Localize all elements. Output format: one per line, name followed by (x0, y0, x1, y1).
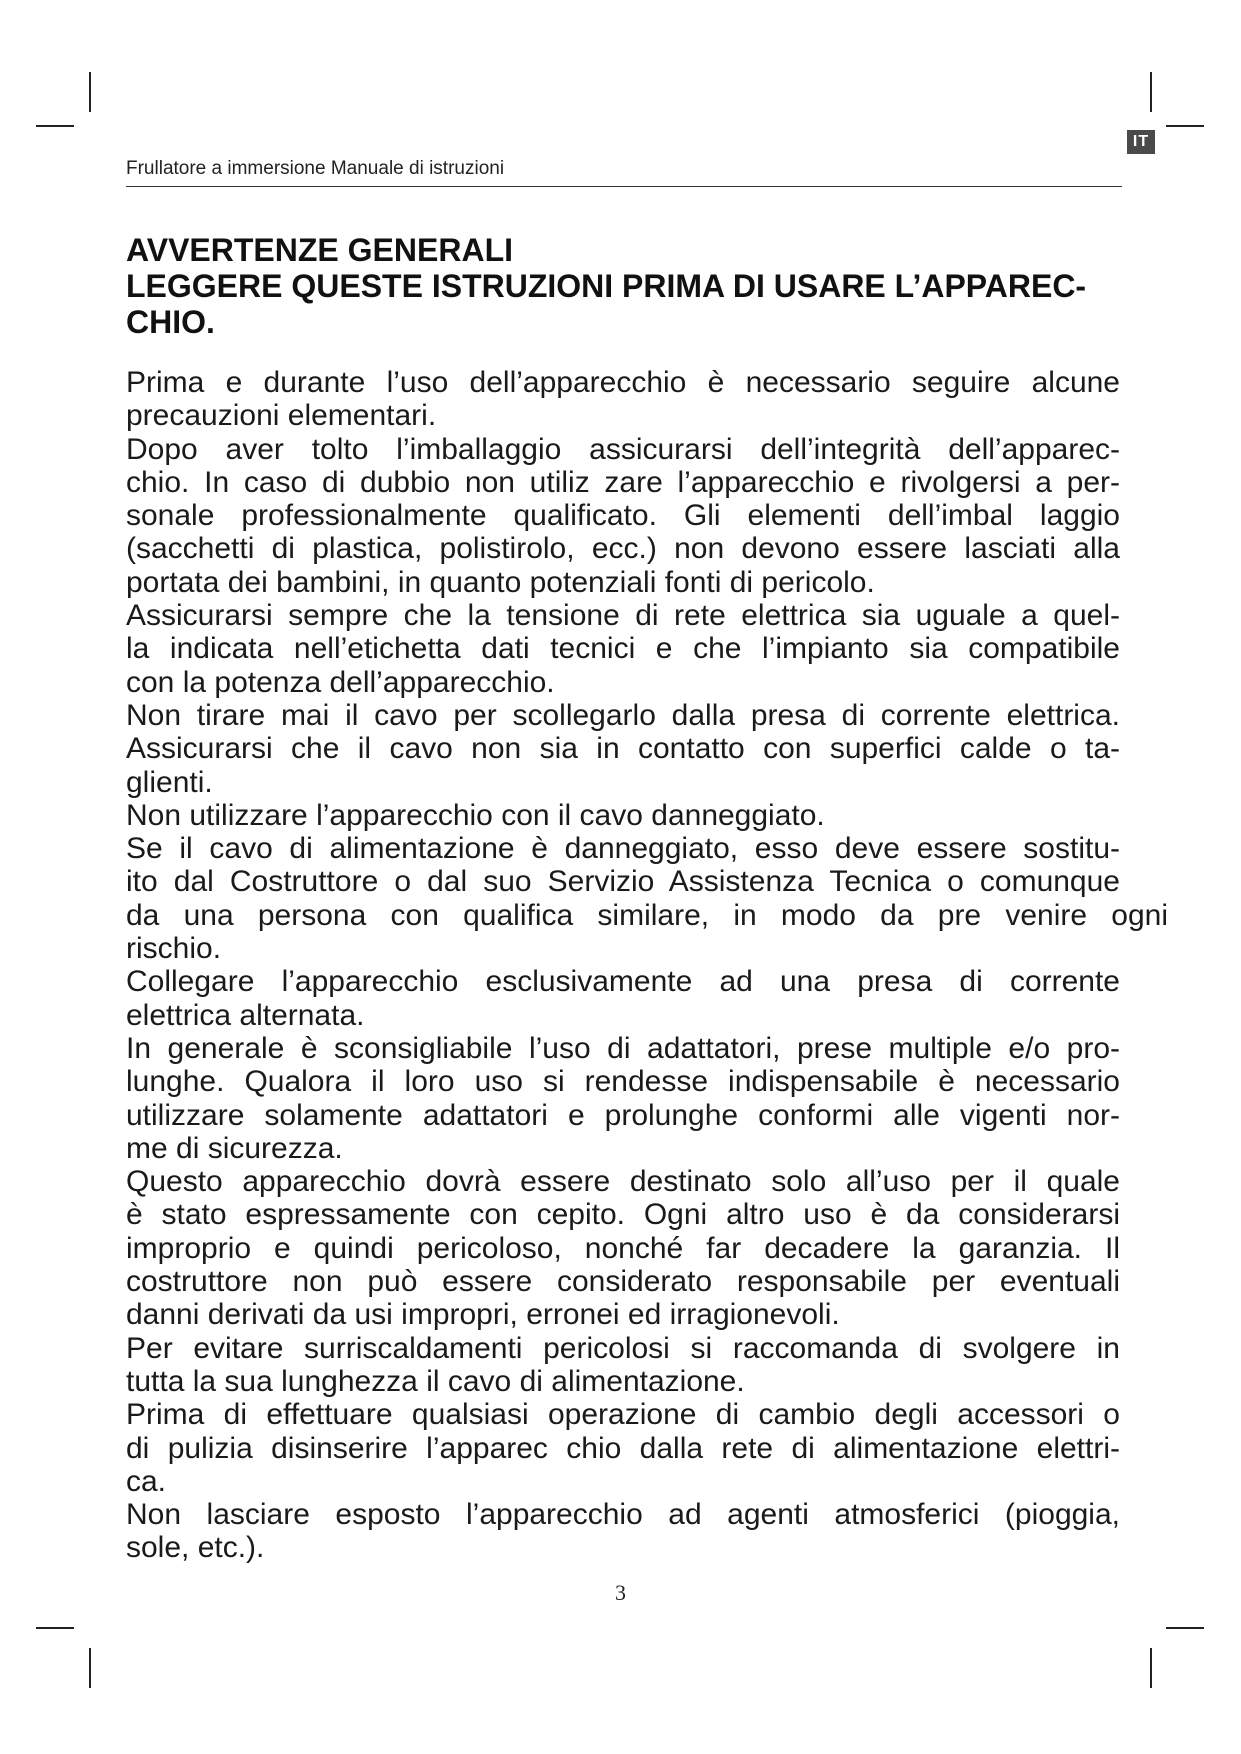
page-number: 3 (615, 1580, 626, 1605)
crop-mark-bottom-left-horizontal (36, 1627, 74, 1629)
body-line: è stato espressamente con cepito. Ogni altro uso è da considerarsi (126, 1198, 1120, 1232)
body-line: ca. (126, 1464, 167, 1498)
crop-mark-bottom-left-vertical (89, 1648, 91, 1688)
body-line: In generale è sconsigliabile l’uso di adattatori, prese multiple e/o pro- (126, 1031, 1120, 1065)
body-line: me di sicurezza. (126, 1131, 343, 1165)
crop-mark-top-left-horizontal (36, 125, 74, 127)
body-line: improprio e quindi pericoloso, nonché far decadere la garanzia. Il (126, 1231, 1120, 1265)
body-line: Prima e durante l’uso dell’apparecchio è necessario seguire alcune (126, 366, 1120, 399)
body-line: Per evitare surriscaldamenti pericolosi si raccomanda di svolgere in (126, 1331, 1120, 1365)
crop-mark-bottom-right-horizontal (1166, 1627, 1204, 1629)
body-line: Dopo aver tolto l’imballaggio assicurarsi dell’integrità dell’apparec- (126, 432, 1120, 466)
title-line: LEGGERE QUESTE ISTRUZIONI PRIMA DI USARE L’APPAREC- (126, 268, 1087, 304)
body-line: Non tirare mai il cavo per scollegarlo dalla presa di corrente elettrica. (126, 698, 1120, 732)
section-title (126, 232, 1126, 340)
title-line: AVVERTENZE GENERALI (126, 232, 513, 268)
body-line: lunghe. Qualora il loro uso si rendesse indispensabile è necessario (126, 1065, 1120, 1099)
body-line: utilizzare solamente adattatori e prolunghe conformi alle vigenti nor- (126, 1098, 1120, 1132)
language-badge: IT (1127, 130, 1155, 154)
body-line: (sacchetti di plastica, polistirolo, ecc.) non devono essere lasciati alla (126, 532, 1120, 566)
body-line: ito dal Costruttore o dal suo Servizio Assistenza Tecnica o comunque (126, 865, 1120, 899)
body-line: chio. In caso di dubbio non utiliz zare l’apparecchio e rivolgersi a per- (126, 465, 1120, 499)
running-header: Frullatore a immersione Manuale di istruzioni (126, 158, 505, 179)
body-line: di pulizia disinserire l’apparec chio dalla rete di alimentazione elettri- (126, 1431, 1120, 1465)
body-line: la indicata nell’etichetta dati tecnici e che l’impianto sia compatibile (126, 632, 1120, 666)
body-line: Assicurarsi che il cavo non sia in contatto con superfici calde o ta- (126, 732, 1120, 766)
body-line: Collegare l’apparecchio esclusivamente ad una presa di corrente (126, 965, 1120, 999)
body-line: sole, etc.). (126, 1531, 265, 1565)
body-line: precauzioni elementari. (126, 399, 437, 433)
title-line: CHIO. (126, 304, 215, 340)
body-line: costruttore non può essere considerato responsabile per eventuali (126, 1265, 1120, 1299)
body-line: Non lasciare esposto l’apparecchio ad agenti atmosferici (pioggia, (126, 1498, 1120, 1532)
body-line: Questo apparecchio dovrà essere destinato solo all’uso per il quale (126, 1165, 1120, 1199)
body-line: tutta la sua lunghezza il cavo di alimentazione. (126, 1364, 745, 1398)
header-divider (126, 186, 1122, 187)
body-line: da una persona con qualifica similare, in modo da pre venire ogni (126, 898, 1168, 932)
body-line: Assicurarsi sempre che la tensione di rete elettrica sia uguale a quel- (126, 599, 1120, 633)
body-line: con la potenza dell’apparecchio. (126, 665, 555, 699)
crop-mark-top-right-vertical (1150, 72, 1152, 112)
crop-mark-bottom-right-vertical (1150, 1648, 1152, 1688)
body-line: Se il cavo di alimentazione è danneggiato, esso deve essere sostitu- (126, 832, 1120, 866)
body-line: danni derivati da usi impropri, erronei ed irragionevoli. (126, 1298, 840, 1332)
body-line: Non utilizzare l’apparecchio con il cavo danneggiato. (126, 798, 825, 832)
body-line: rischio. (126, 932, 222, 966)
crop-mark-top-left-vertical (89, 72, 91, 112)
body-line: sonale professionalmente qualificato. Gli elementi dell’imbal laggio (126, 499, 1120, 533)
body-line: glienti. (126, 765, 213, 799)
body-line: portata dei bambini, in quanto potenziali fonti di pericolo. (126, 565, 875, 599)
crop-mark-top-right-horizontal (1166, 125, 1204, 127)
body-text (126, 366, 1168, 1565)
body-line: Prima di effettuare qualsiasi operazione di cambio degli accessori o (126, 1398, 1120, 1432)
body-line: elettrica alternata. (126, 998, 365, 1032)
